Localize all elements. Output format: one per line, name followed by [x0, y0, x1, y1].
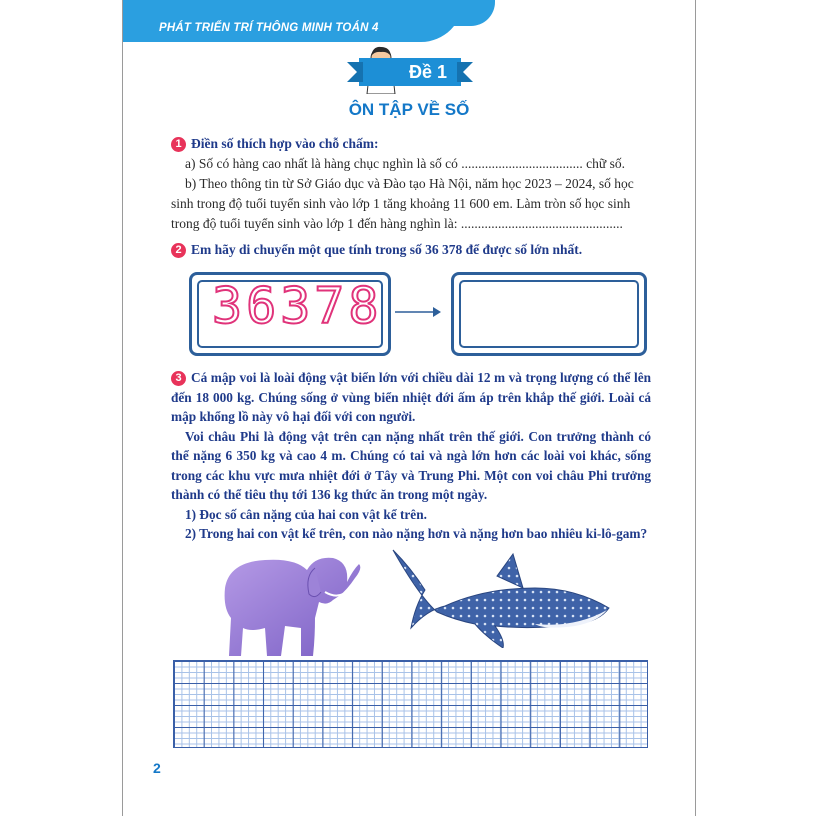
whale-shark-icon	[385, 548, 615, 648]
sub-question-1: 1) Đọc số cân nặng của hai con vật kể trên.	[185, 506, 427, 522]
header-band	[123, 0, 463, 42]
answer-box[interactable]	[451, 272, 647, 356]
writing-grid[interactable]	[173, 660, 648, 748]
question-3	[171, 368, 651, 544]
question-part-b-line1: b) Theo thông tin từ Sở Giáo dục và Đào tạo Hà Nội, năm học 2023 – 2024, số học	[185, 176, 634, 191]
question-prompt: Em hãy di chuyển một que tính trong số 36 378 để được số lớn nhất.	[191, 242, 583, 257]
paragraph-whale-shark: Cá mập voi là loài động vật biển lớn với chiều dài 12 m và trọng lượng có thể lên đến 18 000 kg. Chúng sống ở vùng biển nhiệt đới ấm áp trên khắp thế giới. Loài cá mập khổng lồ này vô hại đối với con người.	[171, 370, 651, 424]
question-part-a: a) Số có hàng cao nhất là hàng chục nghìn là số có .................................... chữ số.	[185, 156, 625, 171]
header-tab	[423, 0, 495, 26]
paragraph-elephant: Voi châu Phi là động vật trên cạn nặng nhất trên thế giới. Con trưởng thành có thể nặng 6 350 kg và cao 4 m. Chúng có tai và ngà lớn hơn các loài voi khác, sống trong các khu vực mưa nhiệt đới ở Tây và Trung Phi. Một con voi châu Phi trưởng thành có thể tiêu thụ tới 136 kg thức ăn trong một ngày.	[171, 428, 651, 502]
question-prompt: Điền số thích hợp vào chỗ chấm:	[191, 136, 379, 151]
page	[122, 0, 696, 816]
question-number: 1	[171, 137, 186, 152]
question-part-b-line2: sinh trong độ tuổi tuyển sinh vào lớp 1 tăng khoảng 11 600 em. Làm tròn số học sinh	[171, 196, 631, 211]
lesson-title: ÔN TẬP VỀ SỐ	[348, 100, 470, 119]
question-1	[171, 134, 651, 234]
sub-question-2: 2) Trong hai con vật kể trên, con nào nặng hơn và nặng hơn bao nhiêu ki-lô-gam?	[185, 526, 648, 541]
book-title: PHÁT TRIỂN TRÍ THÔNG MINH TOÁN 4	[159, 22, 379, 34]
matchstick-box	[189, 272, 391, 356]
matchstick-number: 36378	[212, 277, 383, 335]
page-number: 2	[153, 760, 161, 776]
question-2	[171, 240, 651, 260]
question-part-b-line3: trong độ tuổi tuyển sinh vào lớp 1 đến hàng nghìn là: ................................................	[171, 216, 623, 231]
question-number: 2	[171, 243, 186, 258]
elephant-icon	[215, 548, 365, 658]
question-number: 3	[171, 371, 186, 386]
arrow-right-icon	[393, 302, 443, 322]
exam-label: Đề 1	[359, 58, 461, 86]
